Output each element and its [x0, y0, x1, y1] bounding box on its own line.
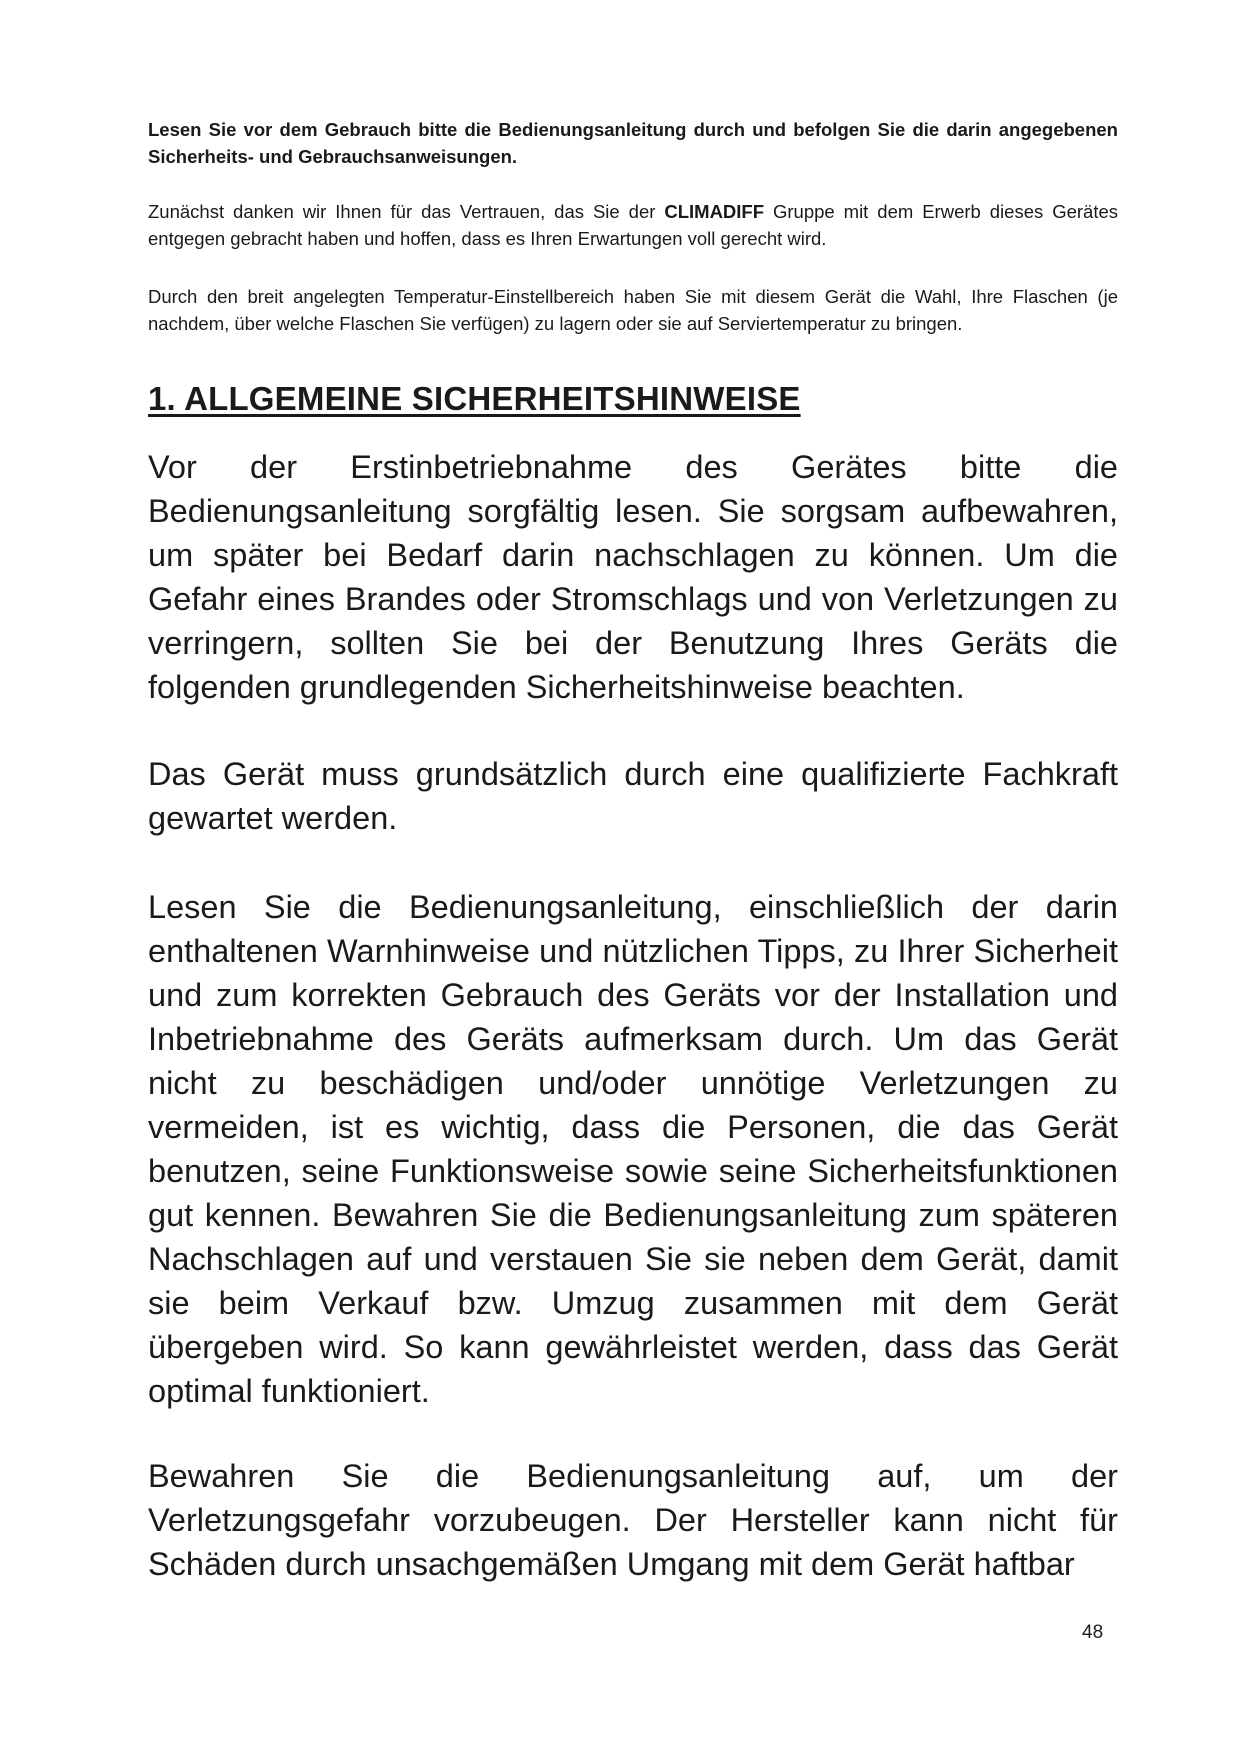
intro-thanks-start: Zunächst danken wir Ihnen für das Vertrauen, das Sie der	[148, 201, 665, 222]
intro-thanks-end: Gruppe mit dem Erwerb dieses Gerätes entgegen gebracht haben und hoffen, dass es Ihren Erwartungen voll gerecht wird.	[148, 201, 1119, 249]
brand-name: CLIMADIFF	[664, 201, 765, 222]
safety-paragraph-4: Bewahren Sie die Bedienungsanleitung auf, um der Verletzungsgefahr vorzubeugen. Der Hersteller kann nicht für Schäden durch unsachgemäßen Umgang mit dem Gerät haftbar	[148, 1458, 1118, 1582]
intro-notice: Lesen Sie vor dem Gebrauch bitte die Bedienungsanleitung durch und befolgen Sie die darin angegebenen Sicherheits- und Gebrauchsanweisungen.	[148, 119, 1118, 167]
intro-temperature: Durch den breit angelegten Temperatur-Einstellbereich haben Sie mit diesem Gerät die Wahl, Ihre Flaschen (je nachdem, über welche Flaschen Sie verfügen) zu lagern oder sie auf Serviertemperatur zu bringen.	[148, 286, 1118, 334]
safety-paragraph-1: Vor der Erstinbetriebnahme des Gerätes bitte die Bedienungsanleitung sorgfältig lesen. Sie sorgsam aufbewahren, um später bei Bedarf darin nachschlagen zu können. Um die Gefahr eines Brandes oder Stromschlags und von Verletzungen zu verringern, sollten Sie bei der Benutzung Ihres Geräts die folgenden grundlegenden Sicherheitshinweise beachten.	[148, 449, 1118, 705]
intro-thanks	[148, 198, 1118, 252]
page-number: 48	[1082, 1622, 1104, 1643]
safety-paragraph-2: Das Gerät muss grundsätzlich durch eine qualifizierte Fachkraft gewartet werden.	[148, 756, 1118, 836]
safety-paragraph-3: Lesen Sie die Bedienungsanleitung, einschließlich der darin enthaltenen Warnhinweise und nützlichen Tipps, zu Ihrer Sicherheit und zum korrekten Gebrauch des Geräts vor der Installation und Inbetriebnahme des Geräts aufmerksam durch. Um das Gerät nicht zu beschädigen und/oder unnötige Verletzungen zu vermeiden, ist es wichtig, dass die Personen, die das Gerät benutzen, seine Funktionsweise sowie seine Sicherheitsfunktionen gut kennen. Bewahren Sie die Bedienungsanleitung zum späteren Nachschlagen auf und verstauen Sie sie neben dem Gerät, damit sie beim Verkauf bzw. Umzug zusammen mit dem Gerät übergeben wird. So kann gewährleistet werden, dass das Gerät optimal funktioniert.	[148, 889, 1118, 1409]
section-heading: 1. ALLGEMEINE SICHERHEITSHINWEISE	[148, 380, 801, 417]
